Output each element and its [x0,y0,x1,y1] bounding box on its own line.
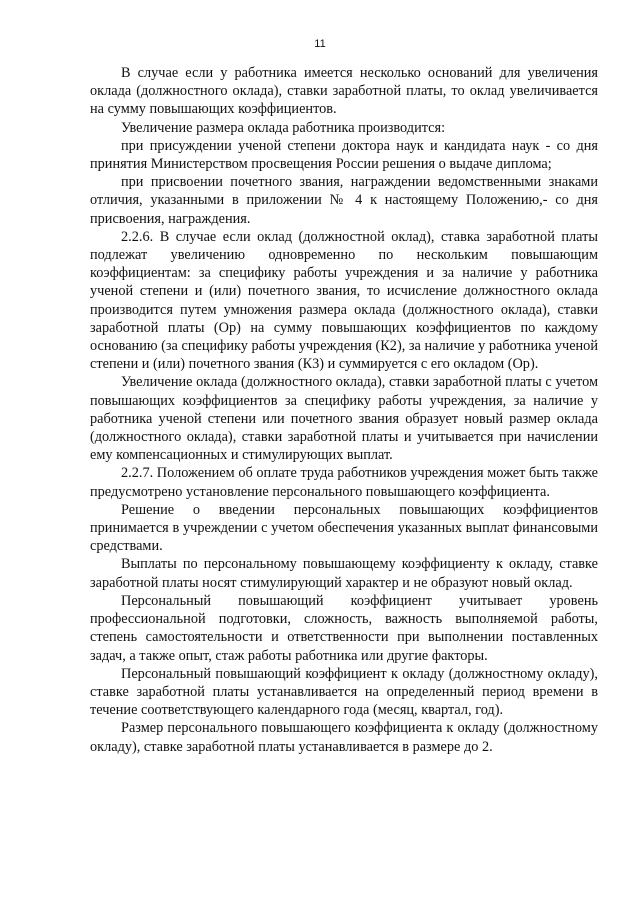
paragraph: Персональный повышающий коэффициент учитывает уровень профессиональной подготовки, сложность, важность выполняемой работы, степень самостоятельности и ответственности при выполнении поставленных задач, а также опыт, стаж работы работника или другие факторы. [90,592,598,664]
paragraph: Увеличение оклада (должностного оклада), ставки заработной платы с учетом повышающих коэффициентов за специфику работы учреждения, за наличие у работника ученой степени или почетного звания образует новый размер оклада (должностного оклада), ставки заработной платы и учитывается при начислении ему компенсационных и стимулирующих выплат. [90,374,598,464]
paragraph: В случае если у работника имеется несколько оснований для увеличения оклада (должностного оклада), ставки заработной платы, то оклад увеличивается на сумму повышающих коэффициентов. [90,65,598,118]
paragraph: 2.2.7. Положением об оплате труда работников учреждения может быть также предусмотрено установление персонального повышающего коэффициента. [90,465,598,500]
paragraph: Увеличение размера оклада работника производится: [121,119,446,136]
paragraph: при присвоении почетного звания, награждении ведомственными знаками отличия, указанными в приложении № 4 к настоящему Положению,- со дня присвоения, награждения. [90,174,598,227]
page-number: 11 [314,38,326,50]
paragraph: при присуждении ученой степени доктора наук и кандидата наук - со дня принятия Министерством просвещения России решения о выдаче диплома; [90,137,598,173]
paragraph: Размер персонального повышающего коэффициента к окладу (должностному окладу), ставке заработной платы устанавливается в размере до 2. [90,720,598,755]
paragraph: Персональный повышающий коэффициент к окладу (должностному окладу), ставке заработной платы устанавливается на определенный период времени в течение соответствующего календарного года (месяц, квартал, год). [90,665,598,719]
document-body [90,64,598,756]
paragraph: 2.2.6. В случае если оклад (должностной оклад), ставка заработной платы подлежат увеличению одновременно по нескольким повышающим коэффициентам: за специфику работы учреждения и за наличие у работника ученой степени и (или) почетного звания, то исчисление должностного оклада производится путем умножения размера оклада (должностного оклада), ставки заработной платы (Ор) на сумму повышающих коэффициентов по каждому основанию (за специфику работы учреждения (К2), за наличие у работника ученой степени и (или) почетного звания (К3) и суммируется с его окладом (Ор). [90,228,598,373]
paragraph: Выплаты по персональному повышающему коэффициенту к окладу, ставке заработной платы носят стимулирующий характер и не образуют новый оклад. [90,556,598,591]
paragraph: Решение о введении персональных повышающих коэффициентов принимается в учреждении с учетом обеспечения указанных выплат финансовыми средствами. [90,501,598,555]
